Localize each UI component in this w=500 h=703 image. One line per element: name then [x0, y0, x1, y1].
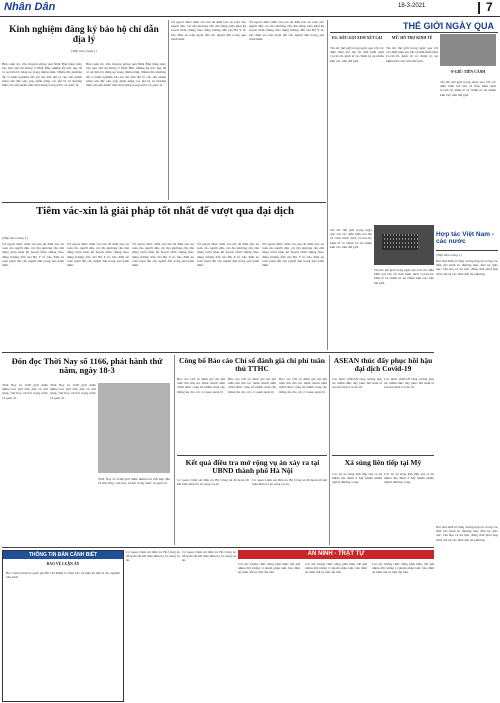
box-subtitle: BẢO VỆ LUẬN ÁN — [46, 562, 80, 566]
article-body: Báo cáo Chỉ số đánh giá chi phí tuân thủ thủ tục hành chính năm 2020 được công bố nhằm cung cấp thông tin cho các cơ quan quản lý. — [228, 377, 276, 394]
item-heading: N-GIÊ: TIÊN CẢNH — [450, 70, 486, 74]
article-body: Thời Nay số 1166 giới thiệu nhiều bài viết hấp dẫn về đời sống, văn hóa, xã hội trong nước và quốc tế. — [98, 477, 170, 486]
article-body: Báo cáo Chỉ số đánh giá chi phí tuân thủ thủ tục hành chính năm 2020 được công bố nhằm cung cấp thông tin cho các cơ quan quản lý. — [177, 377, 225, 394]
magazine-cover — [98, 383, 170, 473]
article-body-col1: Bên cạnh đó, vận chuyển giống quả Nhật Bản bằng máy bay hạn chế dư lượng ở Nhật Bản, những ký ước này đã có sự tiến bộ đáng kể trong nhiều năm. Nhiều địa phương đã có kinh nghiệm bảo hộ chỉ dẫn địa lý cho sản phẩm nông sản đặc sản, góp phần nâng cao giá trị và thương hiệu của sản phẩm trên thị trường trong nước và quốc tế. — [2, 62, 82, 88]
item-body: Tin tức thế giới trong ngày qua với các diễn biến nổi bật về tình hình dịch Covid-19, kinh tế và chính trị tại nhiều khu vực trên thế giới. — [440, 80, 496, 97]
newspaper-logo: Nhân Dân — [4, 1, 56, 13]
article-body: Thời Nay số 1166 giới thiệu nhiều bài viết hấp dẫn về đời sống, văn hóa, xã hội trong nước và quốc tế. — [50, 383, 96, 400]
article-body: Hai bên nhất trí tăng cường hợp tác trong các lĩnh vực kinh tế, thương mại, đầu tư, giáo dục, văn hóa và du lịch, đồng thời phối hợp chặt chẽ tại các diễn đàn đa phương. — [436, 525, 498, 542]
article-continued: (Tiếp theo trang 1) — [71, 48, 97, 53]
box-title: THÔNG TIN ĐÀN CẢNH BIẾT — [3, 551, 123, 559]
news-photo — [440, 34, 496, 66]
continued-text-col1: Về ngoài được tiêm vác-xin để đảm bảo an toàn cho người dân, các địa phương cần chủ động triển khai kế hoạch tiêm chủng theo đúng hướng dẫn của Bộ Y tế, bảo đảm an toàn tuyệt đối cho người dân trong quá trình tiêm. — [171, 20, 246, 41]
section-rule — [332, 455, 434, 456]
article-body: Về ngoài được tiêm vác-xin để đảm bảo an toàn cho người dân, các địa phương cần chủ động triển khai kế hoạch tiêm chủng theo đúng hướng dẫn của Bộ Y tế, bảo đảm an toàn tuyệt đối cho người dân trong quá trình tiêm. — [132, 242, 194, 268]
article-body: Về ngoài được tiêm vác-xin để đảm bảo an toàn cho người dân, các địa phương cần chủ động triển khai kế hoạch tiêm chủng theo đúng hướng dẫn của Bộ Y tế, bảo đảm an toàn tuyệt đối cho người dân trong quá trình tiêm. — [262, 242, 324, 268]
article-continued: (Tiếp theo trang 1) — [436, 253, 462, 257]
the-gioi-body: Tin tức thế giới trong ngày qua với các diễn biến nổi bật về tình hình dịch Covid-19, kinh tế và chính trị tại nhiều khu vực trên thế giới. — [330, 228, 372, 249]
article-asean — [332, 355, 434, 455]
article-body: Các nước ASEAN tăng cường hợp tác nhằm thúc đẩy phục hồi kinh tế sau đại dịch Covid-19. — [332, 377, 382, 390]
article-title: Công bố Báo cáo Chỉ số đánh giá chi phí tuân thủ TTHC — [179, 356, 325, 373]
section-rule — [2, 202, 326, 203]
section-rule — [2, 352, 434, 353]
article-body: Các nước ASEAN tăng cường hợp tác nhằm thúc đẩy phục hồi kinh tế sau đại dịch Covid-19. — [384, 377, 434, 390]
article-body: Thời Nay số 1166 giới thiệu nhiều bài viết hấp dẫn về đời sống, văn hóa, xã hội trong nước và quốc tế. — [2, 383, 48, 400]
box-thong-tin — [2, 550, 124, 702]
article-body: Về ngoài được tiêm vác-xin để đảm bảo an toàn cho người dân, các địa phương cần chủ động triển khai kế hoạch tiêm chủng theo đúng hướng dẫn của Bộ Y tế, bảo đảm an toàn tuyệt đối cho người dân trong quá trình tiêm. — [67, 242, 129, 268]
column-divider — [329, 355, 330, 545]
item-heading: MỸ: HỖ TRỢ KINH TẾ — [391, 36, 433, 40]
article-body: Các vụ xả súng liên tiếp xảy ra tại nhiều địa điểm ở Mỹ khiến nhiều người thương vong. — [384, 472, 434, 485]
article-body: Các lực lượng chức năng phát hiện, bắt giữ nhiều đối tượng vi phạm pháp luật, bảo đảm an ninh trật tự trên địa bàn. — [238, 562, 300, 575]
article-title: Đón đọc Thời Nay số 1166, phát hành thứ năm, ngày 18-3 — [11, 356, 163, 375]
article-title-xa-sung: Xả súng liên tiếp tại Mỹ — [344, 458, 422, 467]
page-number: 7 — [486, 0, 493, 14]
article-body: Các lực lượng chức năng phát hiện, bắt giữ nhiều đối tượng vi phạm pháp luật, bảo đảm an ninh trật tự trên địa bàn. — [372, 562, 434, 575]
header-divider — [478, 2, 480, 14]
title-rule — [436, 250, 498, 251]
section-rule — [177, 455, 327, 456]
spacer — [436, 228, 498, 230]
issue-date: 18-3-2021 — [398, 3, 426, 9]
article-title-hop-tac: Hợp tác Việt Nam - các nước — [436, 231, 494, 245]
item-body: Tin tức thế giới trong ngày qua với các diễn biến nổi bật về tình hình dịch Covid-19, kinh tế và chính trị tại nhiều khu vực trên thế giới. — [386, 46, 438, 63]
article-continued: (Tiếp theo trang 1) — [2, 236, 28, 240]
article-body-col2: Bên cạnh đó, vận chuyển giống quả Nhật Bản bằng máy bay hạn chế dư lượng ở Nhật Bản, những ký ước này đã có sự tiến bộ đáng kể trong nhiều năm. Nhiều địa phương đã có kinh nghiệm bảo hộ chỉ dẫn địa lý cho sản phẩm nông sản đặc sản, góp phần nâng cao giá trị và thương hiệu của sản phẩm trên thị trường trong nước và quốc tế. — [86, 62, 166, 88]
continued-text-col2: Về ngoài được tiêm vác-xin để đảm bảo an toàn cho người dân, các địa phương cần chủ động triển khai kế hoạch tiêm chủng theo đúng hướng dẫn của Bộ Y tế, bảo đảm an toàn tuyệt đối cho người dân trong quá trình tiêm. — [249, 20, 324, 41]
article-body: Hai bên nhất trí tăng cường hợp tác trong các lĩnh vực kinh tế, thương mại, đầu tư, giáo dục, văn hóa và du lịch, đồng thời phối hợp chặt chẽ tại các diễn đàn đa phương. — [436, 259, 498, 276]
article-body: Cơ quan Cảnh sát điều tra Bộ Công an đã hoàn tất kết luận điều tra bổ sung vụ án. — [182, 550, 236, 563]
article-title: Kinh nghiệm đăng ký bảo hộ chỉ dẫn địa lý — [9, 25, 159, 45]
article-body: Cơ quan Cảnh sát điều tra Bộ Công an đã hoàn tất kết luận điều tra bổ sung vụ án. — [252, 478, 327, 487]
the-gioi-body: Tin tức thế giới trong ngày qua với các diễn biến nổi bật về tình hình dịch Covid-19, kinh tế và chính trị tại nhiều khu vực trên thế giới. — [374, 268, 434, 285]
section-the-gioi — [330, 20, 498, 228]
article-body: Các vụ xả súng liên tiếp xảy ra tại nhiều địa điểm ở Mỹ khiến nhiều người thương vong. — [332, 472, 382, 485]
article-kinh-nghiem — [2, 20, 166, 200]
box-body: Học viện Chính trị quốc gia Hồ Chí Minh tổ chức bảo vệ luận án tiến sĩ cho nghiên cứu sinh. — [6, 571, 120, 580]
column-divider — [168, 20, 169, 200]
article-body: Về ngoài được tiêm vác-xin để đảm bảo an toàn cho người dân, các địa phương cần chủ động triển khai kế hoạch tiêm chủng theo đúng hướng dẫn của Bộ Y tế, bảo đảm an toàn tuyệt đối cho người dân trong quá trình tiêm. — [197, 242, 259, 268]
item-body: Tin tức thế giới trong ngày qua với các diễn biến nổi bật về tình hình dịch Covid-19, kinh tế và chính trị tại nhiều khu vực trên thế giới. — [330, 46, 384, 63]
item-heading: EU: KÊU GỌI XEM XÉT LẠI — [331, 36, 383, 40]
article-body: Về ngoài được tiêm vác-xin để đảm bảo an toàn cho người dân, các địa phương cần chủ động triển khai kế hoạch tiêm chủng theo đúng hướng dẫn của Bộ Y tế, bảo đảm an toàn tuyệt đối cho người dân trong quá trình tiêm. — [2, 242, 64, 268]
article-don-doc — [2, 355, 172, 545]
title-rule — [330, 32, 498, 33]
column-divider — [327, 20, 328, 350]
section-band-an-ninh: AN NINH - TRẬT TỰ — [238, 550, 434, 559]
photo-texture — [382, 234, 418, 250]
article-body: Cơ quan Cảnh sát điều tra Bộ Công an đã hoàn tất kết luận điều tra bổ sung vụ án. — [126, 550, 180, 563]
article-title: ASEAN thúc đẩy phục hồi hậu đại dịch Covid-19 — [333, 356, 433, 373]
article-body: Báo cáo Chỉ số đánh giá chi phí tuân thủ thủ tục hành chính năm 2020 được công bố nhằm cung cấp thông tin cho các cơ quan quản lý. — [279, 377, 327, 394]
article-body: Cơ quan Cảnh sát điều tra Bộ Công an đã hoàn tất kết luận điều tra bổ sung vụ án. — [177, 478, 249, 487]
section-title: THẾ GIỚI NGÀY QUA — [402, 21, 494, 31]
article-title-vac-xin: Tiêm vác-xin là giải pháp tốt nhất để vượt qua đại dịch — [36, 205, 294, 217]
section-rule — [2, 547, 434, 548]
column-divider — [174, 355, 175, 545]
article-title-ket-qua: Kết quả điều tra mở rộng vụ án xảy ra tại UBND thành phố Hà Nội — [185, 458, 320, 475]
article-body: Các lực lượng chức năng phát hiện, bắt giữ nhiều đối tượng vi phạm pháp luật, bảo đảm an ninh trật tự trên địa bàn. — [305, 562, 367, 575]
